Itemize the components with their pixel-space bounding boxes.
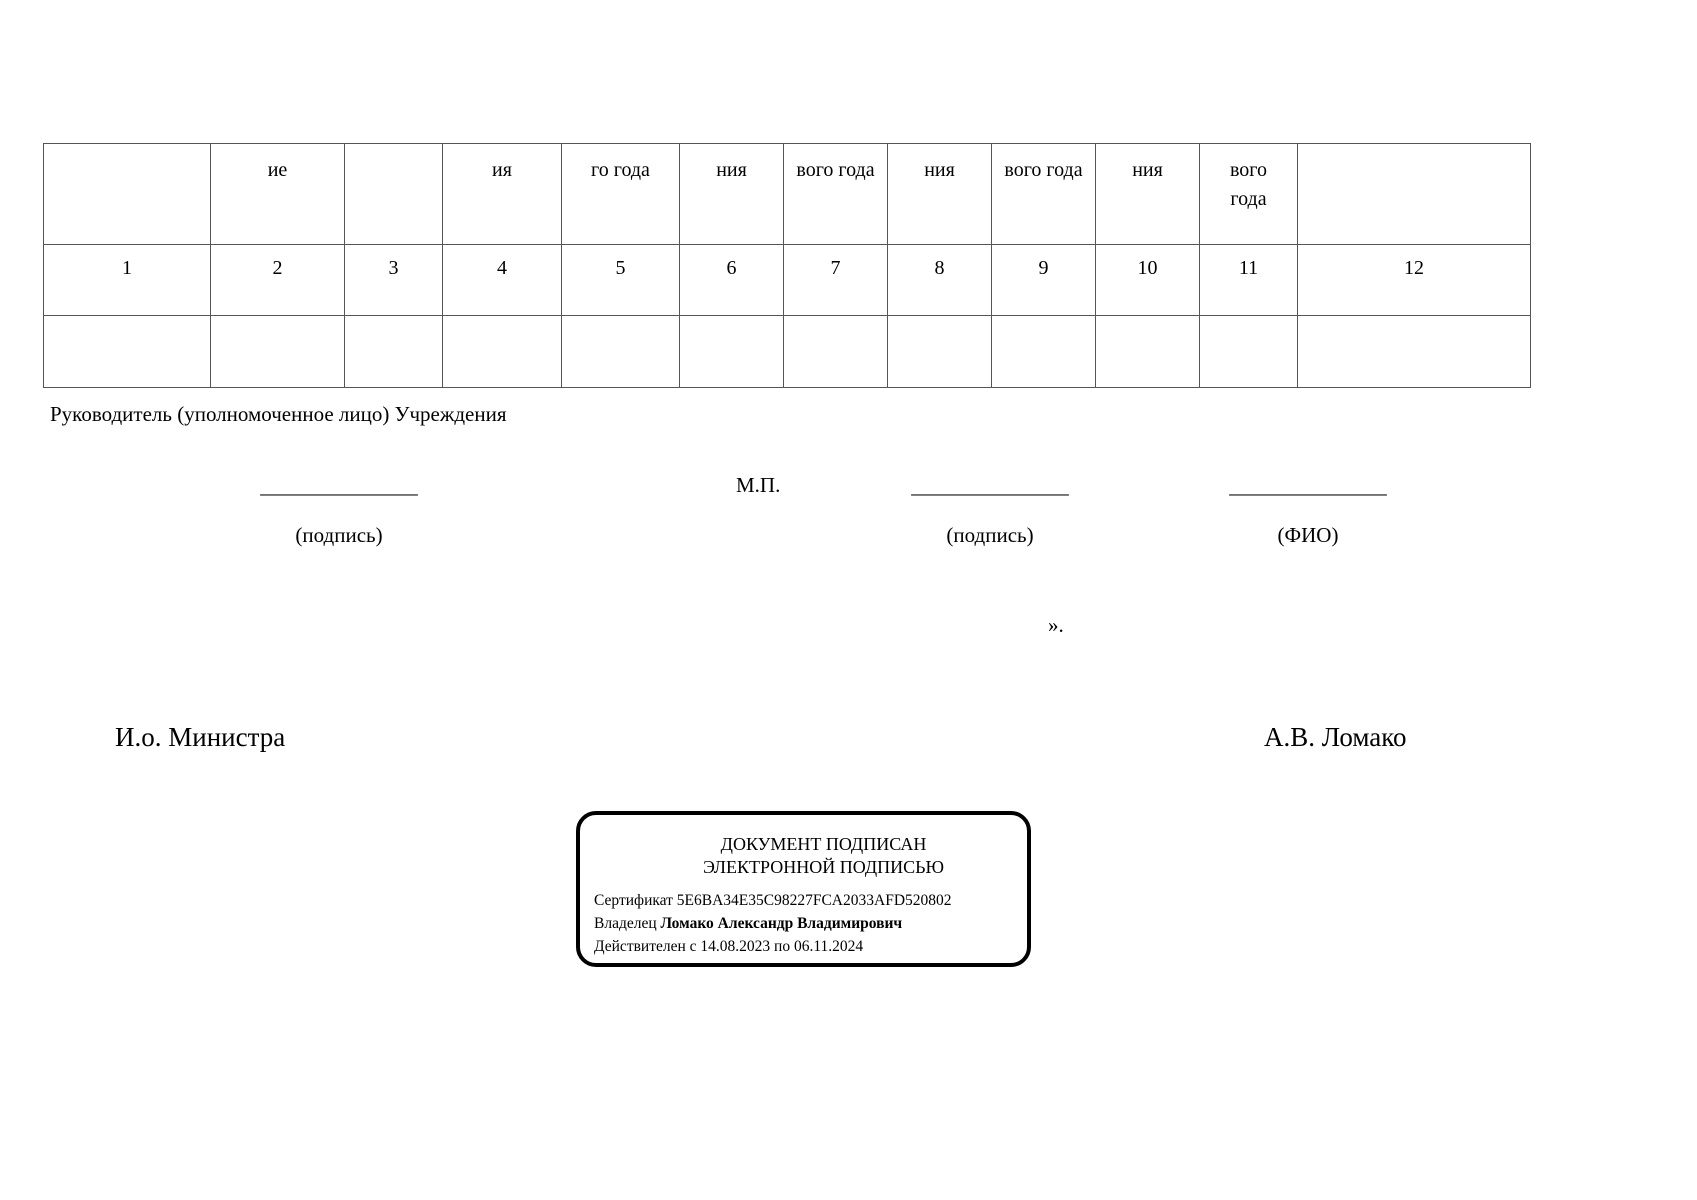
valid-from-date: 14.08.2023 [700, 938, 771, 955]
header-cell [1298, 144, 1531, 245]
stamp-certificate-row [594, 891, 952, 911]
certificate-value: 5E6BA34E35C98227FCA2033AFD520802 [676, 892, 952, 909]
signatory-name: А.В. Ломако [1264, 722, 1407, 752]
stamp-validity-row [594, 937, 863, 957]
stamp-title-line-1: ДОКУМЕНТ ПОДПИСАН [720, 834, 927, 854]
header-cell: вого года [992, 144, 1096, 245]
owner-label: Владелец [594, 915, 657, 932]
empty-cell [562, 316, 680, 388]
header-cell: ния [888, 144, 992, 245]
certificate-label: Сертификат [594, 892, 673, 909]
empty-cell [211, 316, 345, 388]
column-number-cell: 2 [211, 245, 345, 316]
valid-to-label: по [774, 938, 791, 955]
closing-mark: ». [1048, 613, 1064, 637]
header-cell [44, 144, 211, 245]
table-number-row [44, 245, 1531, 316]
table-empty-row [44, 316, 1531, 388]
fio-line: _______________ [1229, 474, 1387, 498]
column-number-cell: 11 [1200, 245, 1298, 316]
column-number-cell: 12 [1298, 245, 1531, 316]
report-table [43, 143, 1531, 388]
empty-cell [680, 316, 784, 388]
column-number-cell: 10 [1096, 245, 1200, 316]
empty-cell [44, 316, 211, 388]
electronic-signature-stamp [576, 811, 1031, 967]
column-number-cell: 9 [992, 245, 1096, 316]
column-number-cell: 7 [784, 245, 888, 316]
header-cell: ия [443, 144, 562, 245]
header-cell: ие [211, 144, 345, 245]
empty-cell [1298, 316, 1531, 388]
stamp-title-line-2: ЭЛЕКТРОННОЙ ПОДПИСЬЮ [703, 857, 944, 877]
fio-caption: (ФИО) [1277, 523, 1339, 547]
table-header-row [44, 144, 1531, 245]
stamp-title [580, 833, 1027, 879]
valid-label: Действителен [594, 938, 686, 955]
signature-caption-middle: (подпись) [946, 523, 1034, 547]
header-cell: ния [1096, 144, 1200, 245]
column-number-cell: 1 [44, 245, 211, 316]
valid-from-label: с [689, 938, 697, 955]
stamp-owner-row [594, 914, 902, 934]
header-cell: вого года [1200, 144, 1298, 245]
empty-cell [784, 316, 888, 388]
column-number-cell: 8 [888, 245, 992, 316]
header-cell: го года [562, 144, 680, 245]
header-cell: ния [680, 144, 784, 245]
column-number-cell: 6 [680, 245, 784, 316]
column-number-cell: 3 [345, 245, 443, 316]
valid-to-date: 06.11.2024 [793, 938, 864, 955]
signature-caption-left: (подпись) [295, 523, 383, 547]
mp-label: М.П. [736, 473, 781, 497]
column-number-cell: 4 [443, 245, 562, 316]
header-cell [345, 144, 443, 245]
signature-line-left: _______________ [260, 474, 418, 498]
empty-cell [345, 316, 443, 388]
column-number-cell: 5 [562, 245, 680, 316]
empty-cell [1200, 316, 1298, 388]
empty-cell [992, 316, 1096, 388]
signatory-position: И.о. Министра [115, 722, 286, 752]
empty-cell [1096, 316, 1200, 388]
empty-cell [443, 316, 562, 388]
empty-cell [888, 316, 992, 388]
owner-value: Ломако Александр Владимирович [660, 915, 903, 932]
header-cell: вого года [784, 144, 888, 245]
signature-line-middle: _______________ [911, 474, 1069, 498]
head-label: Руководитель (уполномоченное лицо) Учреждения [50, 402, 507, 426]
